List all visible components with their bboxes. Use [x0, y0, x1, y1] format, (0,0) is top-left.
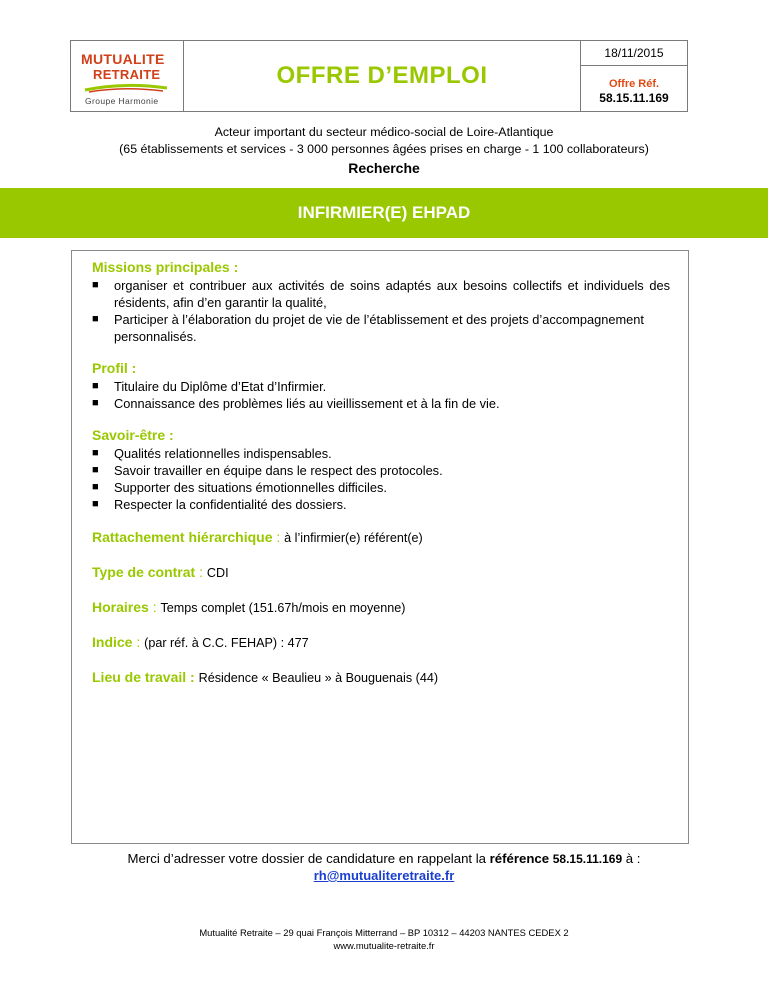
profil-list: [92, 378, 670, 412]
savoir-etre-list: [92, 445, 670, 513]
list-item: ■ Participer à l’élaboration du projet de vie de l’établissement et des projets d’accompagnement personnalisés.: [92, 312, 644, 344]
offer-date: 18/11/2015: [581, 41, 687, 66]
lieu-label: Lieu de travail :: [92, 669, 195, 685]
intro-recherche: Recherche: [348, 160, 420, 176]
reference-cell: [580, 41, 687, 111]
reference-word: référence: [489, 851, 550, 866]
horaires-value: Temps complet (151.67h/mois en moyenne): [160, 601, 406, 615]
job-title: INFIRMIER(E) EHPAD: [297, 203, 471, 222]
missions-list: [92, 277, 670, 345]
list-item: ■ Savoir travailler en équipe dans le respect des protocoles.: [92, 463, 443, 478]
indice-row: Indice : (par réf. à C.C. FEHAP) : 477: [92, 634, 309, 650]
bullet-icon: ■: [92, 397, 99, 409]
list-item: ■ organiser et contribuer aux activités de soins adaptés aux besoins collectifs et individuels des résidents, afin d’en garantir la qualité,: [92, 278, 670, 310]
indice-value: (par réf. à C.C. FEHAP) : 477: [144, 636, 309, 650]
footer-website: www.mutualite-retraite.fr: [333, 940, 435, 951]
header-table: [70, 40, 688, 112]
bullet-icon: ■: [92, 279, 99, 291]
logo-text-retraite: RETRAITE: [93, 67, 161, 82]
bullet-icon: ■: [92, 380, 99, 392]
intro-line-2: (65 établissements et services - 3 000 personnes âgées prises en charge - 1 100 collaborateurs): [119, 142, 649, 156]
list-item: ■ Qualités relationnelles indispensables.: [92, 446, 332, 461]
indice-label: Indice: [92, 634, 133, 650]
list-item: ■ Titulaire du Diplôme d’Etat d’Infirmier.: [92, 379, 327, 394]
email-link[interactable]: rh@mutualiteretraite.fr: [313, 868, 455, 883]
bullet-icon: ■: [92, 464, 99, 476]
footer-address: Mutualité Retraite – 29 quai François Mitterrand – BP 10312 – 44203 NANTES CEDEX 2: [199, 927, 569, 938]
logo-text-mutualite: MUTUALITE: [81, 51, 165, 67]
logo-swoosh-icon: [83, 82, 169, 94]
horaires-row: Horaires : Temps complet (151.67h/mois en moyenne): [92, 599, 406, 615]
offer-ref-number: 58.15.11.169: [599, 91, 669, 105]
lieu-value: Résidence « Beaulieu » à Bouguenais (44): [198, 671, 439, 685]
intro-line-1: Acteur important du secteur médico-social de Loire-Atlantique: [214, 125, 554, 139]
footer-ref-number: 58.15.11.169: [552, 852, 623, 866]
contrat-row: Type de contrat : CDI: [92, 564, 229, 580]
email-row: [0, 868, 768, 883]
company-logo: [71, 41, 184, 111]
rattachement-label: Rattachement hiérarchique: [92, 529, 273, 545]
horaires-label: Horaires: [92, 599, 149, 615]
bullet-icon: ■: [92, 498, 99, 510]
page-title: OFFRE D’EMPLOI: [276, 62, 488, 89]
list-item: ■ Respecter la confidentialité des dossiers.: [92, 497, 347, 512]
list-item: ■ Connaissance des problèmes liés au vieillissement et à la fin de vie.: [92, 396, 500, 411]
bullet-icon: ■: [92, 481, 99, 493]
rattachement-row: Rattachement hiérarchique : à l’infirmier(e) référent(e): [92, 529, 423, 545]
logo-text-groupe: Groupe Harmonie: [85, 96, 159, 106]
missions-heading: Missions principales :: [92, 259, 239, 275]
job-details-box: [71, 250, 689, 844]
bullet-icon: ■: [92, 447, 99, 459]
contrat-value: CDI: [206, 566, 229, 580]
footer-address-block: [0, 926, 768, 952]
savoir-etre-heading: Savoir-être :: [92, 427, 174, 443]
profil-heading: Profil :: [92, 360, 137, 376]
lieu-row: [92, 668, 670, 687]
application-instructions: Merci d’adresser votre dossier de candidature en rappelant la référence 58.15.11.169 à :: [127, 851, 641, 866]
contrat-label: Type de contrat: [92, 564, 196, 580]
job-title-band: [0, 188, 768, 238]
offer-ref-label: Offre Réf.: [608, 78, 660, 90]
list-item: ■ Supporter des situations émotionnelles difficiles.: [92, 480, 387, 495]
bullet-icon: ■: [92, 313, 99, 325]
rattachement-value: à l’infirmier(e) référent(e): [284, 531, 423, 545]
